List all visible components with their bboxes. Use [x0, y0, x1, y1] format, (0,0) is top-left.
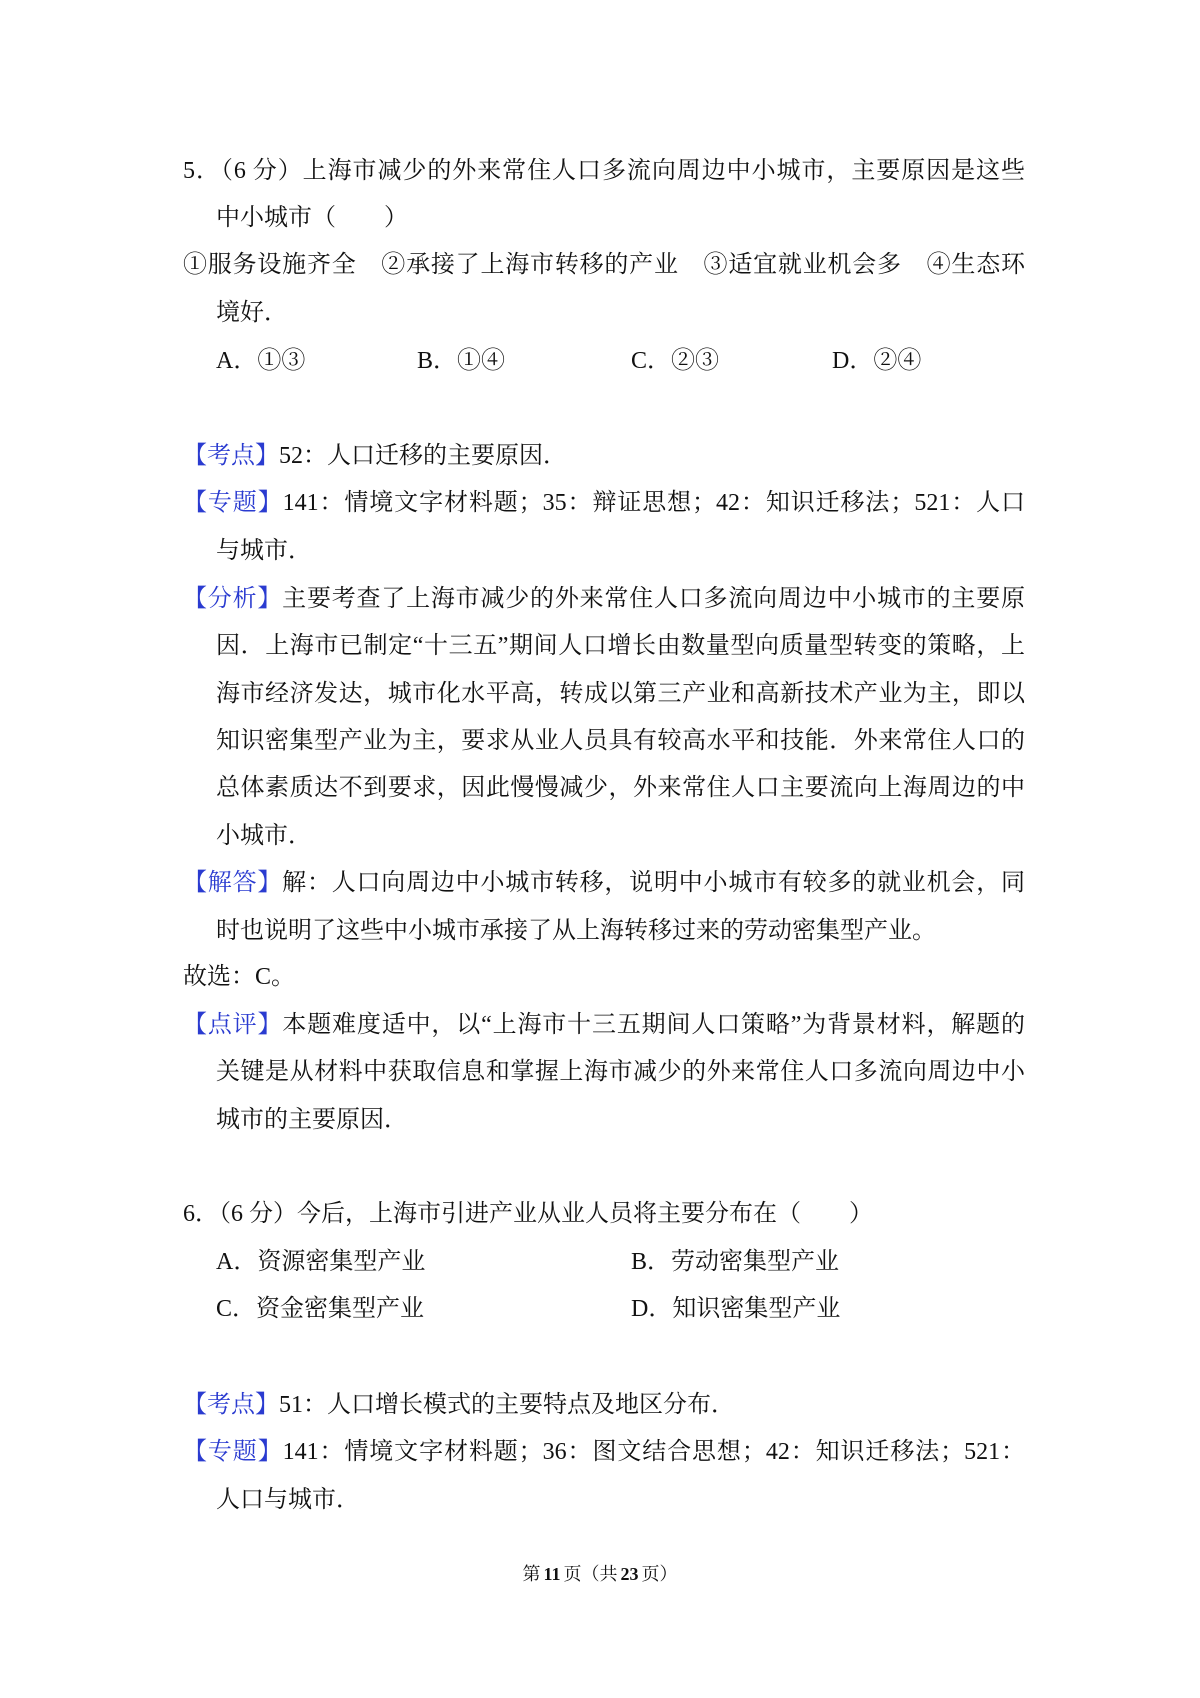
option-a: A．资源密集型产业: [216, 1249, 426, 1275]
footer-suffix: 页）: [641, 1564, 678, 1584]
option-b: B．劳动密集型产业: [631, 1249, 840, 1275]
fenxi-text: 主要考查了上海市减少的外来常住人口多流向周边中小城市的主要原: [282, 586, 1026, 612]
zhuanti-text: 141：情境文字材料题；36：图文结合思想；42：知识迁移法；521：: [282, 1439, 1026, 1465]
option-d: D．知识密集型产业: [631, 1296, 841, 1322]
zhuanti-line: [183, 487, 1025, 519]
fenxi-text: 小城市．: [216, 823, 312, 849]
option-c: C．资金密集型产业: [216, 1296, 425, 1322]
question-stem-line: 5．（6 分）上海市减少的外来常住人口多流向周边中小城市，主要原因是这些: [183, 158, 1025, 184]
fenxi-line: [183, 583, 1025, 615]
zhuanti-text: 人口与城市．: [216, 1487, 360, 1513]
fenxi-text: 因．上海市已制定“十三五”期间人口增长由数量型向质量型转变的策略，上: [216, 633, 1025, 659]
kaodian-text: 52：人口迁移的主要原因．: [279, 443, 567, 469]
statement-line: 境好．: [216, 300, 288, 326]
statement-line: ①服务设施齐全 ②承接了上海市转移的产业 ③适宜就业机会多 ④生态环: [183, 252, 1025, 278]
kaodian-line: [183, 1389, 735, 1421]
option-a: A．①③: [216, 348, 306, 374]
question-stem-line: 6．（6 分）今后，上海市引进产业从业人员将主要分布在（ ）: [183, 1201, 873, 1227]
zhuanti-line: [183, 1436, 1025, 1468]
footer-middle: 页（共: [563, 1564, 618, 1584]
page-footer: [0, 1562, 1200, 1586]
footer-prefix: 第: [522, 1564, 541, 1584]
question-stem-line: 中小城市（ ）: [216, 205, 408, 231]
fenxi-text: 总体素质达不到要求，因此慢慢减少，外来常住人口主要流向上海周边的中: [216, 775, 1025, 801]
zhuanti-label: 【专题】: [183, 1439, 283, 1465]
answer-line: 故选：C。: [183, 964, 296, 990]
zhuanti-text: 与城市．: [216, 538, 312, 564]
option-d: D．②④: [832, 348, 922, 374]
current-page-number: 11: [543, 1564, 561, 1584]
option-c: C．②③: [631, 348, 720, 374]
jieda-text: 解：人口向周边中小城市转移，说明中小城市有较多的就业机会，同: [282, 870, 1026, 896]
jieda-line: [183, 867, 1025, 899]
fenxi-label: 【分析】: [183, 586, 283, 612]
kaodian-label: 【考点】: [183, 1392, 279, 1418]
fenxi-text: 知识密集型产业为主，要求从业人员具有较高水平和技能．外来常住人口的: [216, 728, 1025, 754]
kaodian-text: 51：人口增长模式的主要特点及地区分布．: [279, 1392, 735, 1418]
dianping-text: 本题难度适中，以“上海市十三五期间人口策略”为背景材料，解题的: [282, 1012, 1025, 1038]
kaodian-line: [183, 440, 567, 472]
fenxi-text: 海市经济发达，城市化水平高，转成以第三产业和高新技术产业为主，即以: [216, 681, 1025, 707]
dianping-text: 城市的主要原因．: [216, 1107, 408, 1133]
dianping-line: [183, 1009, 1025, 1041]
total-page-number: 23: [620, 1564, 639, 1584]
dianping-label: 【点评】: [183, 1012, 283, 1038]
zhuanti-label: 【专题】: [183, 490, 283, 516]
jieda-label: 【解答】: [183, 870, 283, 896]
option-b: B．①④: [417, 348, 506, 374]
zhuanti-text: 141：情境文字材料题；35：辩证思想；42：知识迁移法；521：人口: [282, 490, 1026, 516]
dianping-text: 关键是从材料中获取信息和掌握上海市减少的外来常住人口多流向周边中小: [216, 1059, 1025, 1085]
jieda-text: 时也说明了这些中小城市承接了从上海转移过来的劳动密集型产业。: [216, 918, 936, 944]
kaodian-label: 【考点】: [183, 443, 279, 469]
